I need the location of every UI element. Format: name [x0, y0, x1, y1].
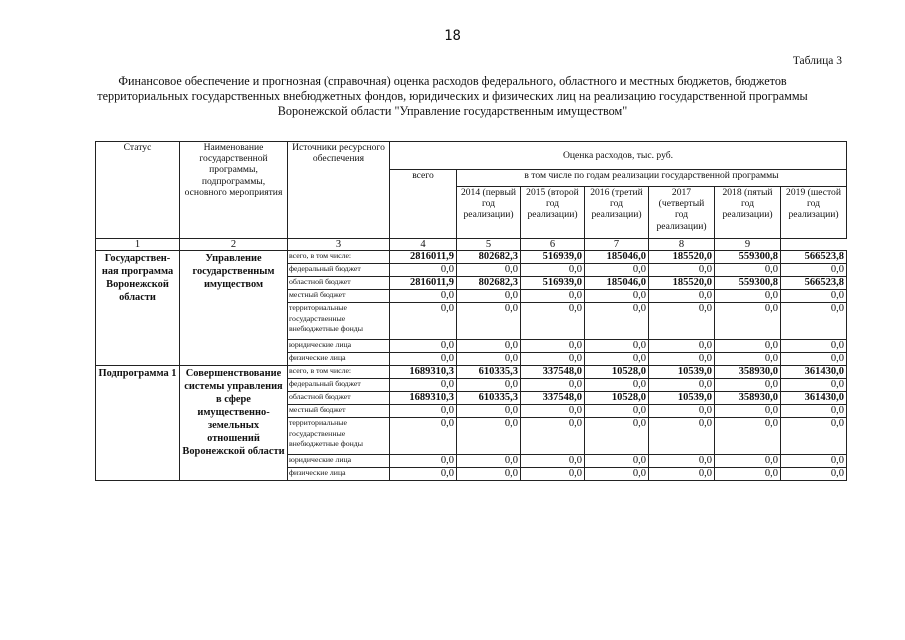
source-label: местный бюджет: [288, 290, 390, 303]
header-estimate: Оценка расходов, тыс. руб.: [390, 142, 847, 170]
year-value: 0,0: [585, 468, 649, 481]
year-value: 0,0: [781, 303, 847, 340]
year-value: 0,0: [457, 303, 521, 340]
column-number-8: 8: [649, 239, 715, 251]
total-value: 0,0: [390, 264, 457, 277]
year-value: 0,0: [715, 379, 781, 392]
table-row: [96, 366, 847, 379]
year-value: 185046,0: [585, 251, 649, 264]
source-label: физические лица: [288, 468, 390, 481]
total-value: 0,0: [390, 303, 457, 340]
row-name: Управление государственным имуществом: [180, 251, 288, 366]
year-value: 185520,0: [649, 251, 715, 264]
year-value: 0,0: [457, 264, 521, 277]
column-number-1: 1: [96, 239, 180, 251]
year-value: 0,0: [781, 353, 847, 366]
source-label: юридические лица: [288, 455, 390, 468]
year-value: 0,0: [457, 379, 521, 392]
year-value: 559300,8: [715, 277, 781, 290]
header-year-2018: 2018 (пятый год реализации): [715, 187, 781, 239]
header-year-2016: 2016 (третий год реализации): [585, 187, 649, 239]
year-value: 0,0: [521, 379, 585, 392]
total-value: 0,0: [390, 418, 457, 455]
year-value: 0,0: [585, 418, 649, 455]
header-source: Источники ресурсного обеспечения: [288, 142, 390, 239]
year-value: 0,0: [521, 353, 585, 366]
year-value: 0,0: [781, 455, 847, 468]
total-value: 0,0: [390, 290, 457, 303]
budget-table: [95, 141, 847, 481]
source-label: федеральный бюджет: [288, 264, 390, 277]
source-label: юридические лица: [288, 340, 390, 353]
source-label: местный бюджет: [288, 405, 390, 418]
column-number-9: 9: [715, 239, 781, 251]
total-value: 1689310,3: [390, 392, 457, 405]
column-number-7: 7: [585, 239, 649, 251]
year-value: 0,0: [585, 455, 649, 468]
year-value: 361430,0: [781, 392, 847, 405]
year-value: 0,0: [585, 405, 649, 418]
source-label: физические лица: [288, 353, 390, 366]
year-value: 0,0: [781, 405, 847, 418]
year-value: 802682,3: [457, 251, 521, 264]
year-value: 566523,8: [781, 277, 847, 290]
year-value: 0,0: [521, 418, 585, 455]
year-value: 358930,0: [715, 392, 781, 405]
header-total: всего: [390, 170, 457, 239]
source-label: областной бюджет: [288, 277, 390, 290]
source-label: всего, в том числе:: [288, 251, 390, 264]
year-value: 10539,0: [649, 392, 715, 405]
year-value: 0,0: [585, 340, 649, 353]
header-year-2019: 2019 (шестой год реализации): [781, 187, 847, 239]
source-label: территориальные государственные внебюджетные фонды: [288, 418, 390, 455]
column-number-6: 6: [521, 239, 585, 251]
year-value: 0,0: [585, 379, 649, 392]
year-value: 0,0: [715, 353, 781, 366]
year-value: 0,0: [781, 379, 847, 392]
year-value: 0,0: [457, 290, 521, 303]
year-value: 0,0: [521, 405, 585, 418]
column-number-3: 3: [288, 239, 390, 251]
year-value: 0,0: [521, 468, 585, 481]
total-value: 0,0: [390, 405, 457, 418]
year-value: 0,0: [585, 290, 649, 303]
column-number-4: 4: [390, 239, 457, 251]
year-value: 0,0: [781, 468, 847, 481]
year-value: 0,0: [649, 340, 715, 353]
header-year-2014: 2014 (первый год реализации): [457, 187, 521, 239]
year-value: 0,0: [781, 264, 847, 277]
year-value: 10528,0: [585, 392, 649, 405]
total-value: 0,0: [390, 340, 457, 353]
year-value: 0,0: [521, 455, 585, 468]
year-value: 559300,8: [715, 251, 781, 264]
column-number-5: 5: [457, 239, 521, 251]
year-value: 0,0: [649, 379, 715, 392]
year-value: 10539,0: [649, 366, 715, 379]
year-value: 610335,3: [457, 392, 521, 405]
year-value: 0,0: [781, 418, 847, 455]
year-value: 0,0: [649, 405, 715, 418]
year-value: 0,0: [649, 418, 715, 455]
year-value: 0,0: [715, 405, 781, 418]
table-label: Таблица 3: [792, 55, 842, 67]
year-value: 566523,8: [781, 251, 847, 264]
header-by-year: в том числе по годам реализации государственной программы: [457, 170, 847, 187]
year-value: 0,0: [521, 303, 585, 340]
total-value: 0,0: [390, 353, 457, 366]
column-number-2: 2: [180, 239, 288, 251]
header-status: Статус: [96, 142, 180, 239]
year-value: 0,0: [781, 290, 847, 303]
row-status: Государствен-ная программа Воронежской области: [96, 251, 180, 366]
year-value: 337548,0: [521, 392, 585, 405]
source-label: федеральный бюджет: [288, 379, 390, 392]
year-value: 0,0: [781, 340, 847, 353]
year-value: 0,0: [715, 303, 781, 340]
total-value: 2816011,9: [390, 251, 457, 264]
year-value: 0,0: [649, 303, 715, 340]
header-name: Наименование государственной программы, подпрограммы, основного мероприятия: [180, 142, 288, 239]
year-value: 337548,0: [521, 366, 585, 379]
year-value: 0,0: [457, 340, 521, 353]
year-value: 0,0: [649, 468, 715, 481]
year-value: 0,0: [521, 340, 585, 353]
year-value: 10528,0: [585, 366, 649, 379]
year-value: 0,0: [457, 353, 521, 366]
year-value: 0,0: [715, 455, 781, 468]
page-number: 18: [444, 28, 461, 44]
header-year-2017: 2017 (четвертый год реализации): [649, 187, 715, 239]
document-title: Финансовое обеспечение и прогнозная (справочная) оценка расходов федерального, областного и местных бюджетов, бюджетов территориальных государственных внебюджетных фондов, юридических и физических лиц на реализацию государственной программы Воронежской области "Управление государственным имуществом": [97, 74, 808, 118]
year-value: 361430,0: [781, 366, 847, 379]
row-status: Подпрограмма 1: [96, 366, 180, 481]
year-value: 0,0: [585, 264, 649, 277]
total-value: 0,0: [390, 468, 457, 481]
year-value: 0,0: [585, 303, 649, 340]
year-value: 0,0: [585, 353, 649, 366]
year-value: 0,0: [457, 468, 521, 481]
header-year-2015: 2015 (второй год реализации): [521, 187, 585, 239]
total-value: 1689310,3: [390, 366, 457, 379]
year-value: 185046,0: [585, 277, 649, 290]
year-value: 516939,0: [521, 277, 585, 290]
year-value: 185520,0: [649, 277, 715, 290]
year-value: 0,0: [649, 353, 715, 366]
source-label: областной бюджет: [288, 392, 390, 405]
total-value: 0,0: [390, 379, 457, 392]
year-value: 0,0: [457, 455, 521, 468]
column-number-row: [96, 239, 847, 251]
year-value: 0,0: [649, 455, 715, 468]
source-label: территориальные государственные внебюджетные фонды: [288, 303, 390, 340]
year-value: 802682,3: [457, 277, 521, 290]
year-value: 0,0: [521, 264, 585, 277]
year-value: 358930,0: [715, 366, 781, 379]
year-value: 0,0: [715, 290, 781, 303]
year-value: 0,0: [715, 264, 781, 277]
year-value: 0,0: [715, 418, 781, 455]
total-value: 0,0: [390, 455, 457, 468]
row-name: Совершенствование системы управления в сфере имущественно-земельных отношений Воронежской области: [180, 366, 288, 481]
year-value: 0,0: [457, 405, 521, 418]
year-value: 0,0: [715, 340, 781, 353]
year-value: 0,0: [457, 418, 521, 455]
year-value: 610335,3: [457, 366, 521, 379]
year-value: 0,0: [649, 290, 715, 303]
year-value: 516939,0: [521, 251, 585, 264]
table-row: [96, 251, 847, 264]
year-value: 0,0: [521, 290, 585, 303]
source-label: всего, в том числе:: [288, 366, 390, 379]
total-value: 2816011,9: [390, 277, 457, 290]
year-value: 0,0: [715, 468, 781, 481]
year-value: 0,0: [649, 264, 715, 277]
